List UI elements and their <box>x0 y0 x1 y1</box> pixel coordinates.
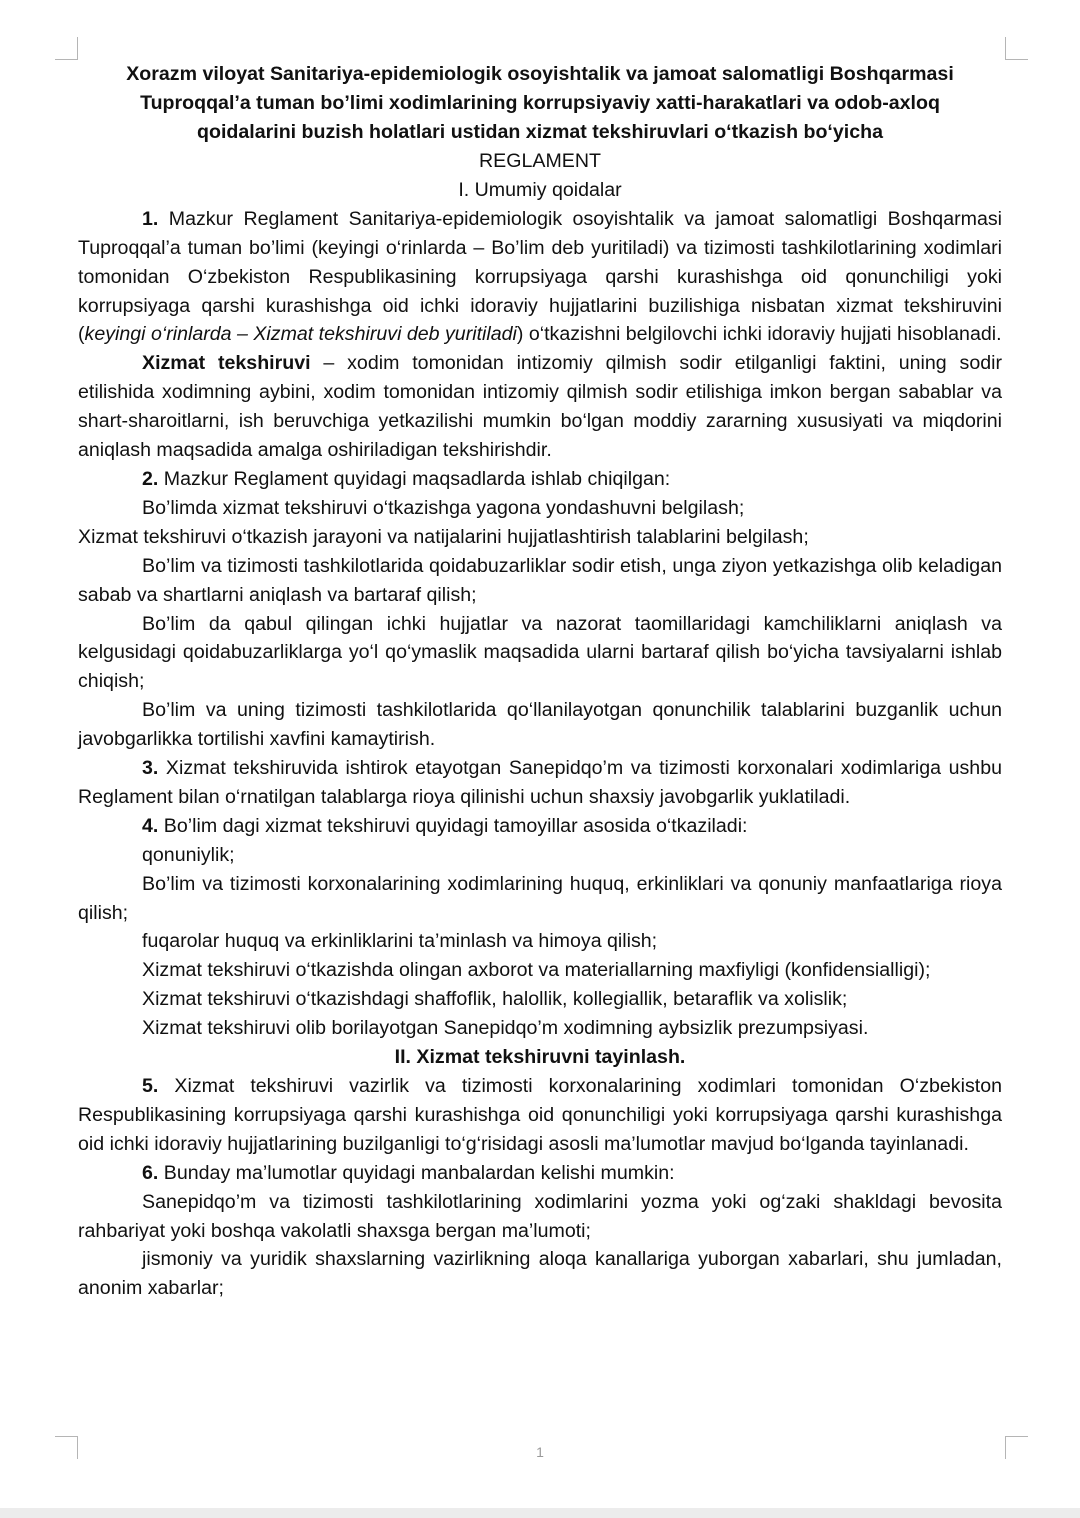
paragraph-number: 4. <box>142 814 159 837</box>
paragraph-text: Bo’lim dagi xizmat tekshiruvi quyidagi tamoyillar asosida o‘tkaziladi: <box>158 814 748 837</box>
document-body <box>78 60 1002 1303</box>
title-line-3: qoidalarini buzish holatlari ustidan xizmat tekshiruvlari o‘tkazish bo‘yicha <box>197 121 883 143</box>
paragraph-text-tail: ) o‘tkazishni belgilovchi ichki idoraviy hujjati hisoblanadi. <box>516 323 1002 346</box>
definition-text: – xodim tomonidan intizomiy qilmish sodir etilganligi faktini, uning sodir etilishida xodimning aybini, xodim tomonidan intizomiy qilmish sodir etilishiga imkon bergan sabablar va shart-sharoitlarni, ish beruvchiga yetkazilishi mumkin bo‘lgan moddiy zararning xususiyati va miqdorini aniqlash maqsadida amalga oshiriladigan tekshirishdir. <box>78 352 1002 462</box>
list-item: Xizmat tekshiruvi olib borilayotgan Sanepidqo’m xodimning aybsizlik prezumpsiyasi. <box>142 1017 869 1040</box>
paragraph-text: Bunday ma’lumotlar quyidagi manbalardan kelishi mumkin: <box>158 1161 675 1184</box>
paragraph-2 <box>78 465 1002 494</box>
list-item: Xizmat tekshiruvi o‘tkazishda olingan axborot va materiallarning maxfiyligi (konfidensialligi); <box>142 959 931 982</box>
paragraph-text: Mazkur Reglament quyidagi maqsadlarda ishlab chiqilgan: <box>158 467 671 490</box>
defined-term: Xizmat tekshiruvi <box>142 352 311 375</box>
list-item: Bo’lim va tizimosti tashkilotlarida qoidabuzarliklar sodir etish, unga ziyon yetkazishga olib keladigan sabab va shartlarni aniqlash va bartaraf qilish; <box>78 554 1002 606</box>
paragraph-number: 6. <box>142 1161 159 1184</box>
document-type: REGLAMENT <box>479 150 601 172</box>
corner-mark-top-left <box>55 37 78 60</box>
section-1-title: I. Umumiy qoidalar <box>458 178 622 201</box>
title-line-1: Xorazm viloyat Sanitariya-epidemiologik osoyishtalik va jamoat salomatligi Boshqarmasi <box>126 63 954 85</box>
paragraph-3 <box>78 754 1002 812</box>
list-item: Bo’lim va tizimosti korxonalarining xodimlarining huquq, erkinliklari va qonuniy manfaatlariga rioya qilish; <box>78 872 1002 924</box>
list-item: fuqarolar huquq va erkinliklarini ta’minlash va himoya qilish; <box>142 930 658 953</box>
paragraph-4 <box>78 812 1002 841</box>
paragraph-number: 1. <box>142 207 159 230</box>
list-item: Bo’lim va uning tizimosti tashkilotlarida qo‘llanilayotgan qonunchilik talablarini buzganlik uchun javobgarlikka tortilishi xavfini kamaytirish. <box>78 699 1002 751</box>
list-item: Xizmat tekshiruvi o‘tkazishdagi shaffoflik, halollik, kollegiallik, betaraflik va xolislik; <box>142 988 848 1011</box>
title-line-2: Tuproqqal’a tuman bo’limi xodimlarining korrupsiyaviy xatti-harakatlari va odob-axloq <box>140 92 940 114</box>
page-number: 1 <box>536 1444 544 1460</box>
paragraph-text: Mazkur Reglament Sanitariya-epidemiologik osoyishtalik va jamoat salomatligi Boshqarmasi Tuproqqal’a tuman bo’limi (keyingi o‘rinlarda – Bo’lim deb yuritiladi) va tizimosti tashkilotlarining xodimlari tomonidan O‘zbekiston Respublikasining korrupsiyaga qarshi kurashishga oid qonunchiligi yoki korrupsiyaga qarshi kurashishga oid ichki idoraviy hujjatlarini buzilishiga nisbatan xizmat tekshiruvini ( <box>78 207 1002 346</box>
paragraph-text: Xizmat tekshiruvi vazirlik va tizimosti korxonalarining xodimlari tomonidan O‘zbekiston Respublikasining korrupsiyaga qarshi kurashishga oid qonunchiligi yoki korrupsiyaga qarshi kurashishga oid ichki idoraviy hujjatlarining buzilganligi to‘g‘risidagi asosli ma’lumotlar mavjud bo‘lganda tayinlanadi. <box>78 1075 1002 1155</box>
list-item: qonuniylik; <box>142 843 235 866</box>
list-item: Bo’lim da qabul qilingan ichki hujjatlar va nazorat taomillaridagi kamchiliklarni aniqlash va kelgusidagi qoidabuzarliklarga yo‘l qo‘ymaslik maqsadida ularni bartaraf qilish bo‘yicha tavsiyalarni ishlab chiqish; <box>78 612 1002 693</box>
paragraph-5 <box>78 1072 1002 1159</box>
section-2-title: II. Xizmat tekshiruvni tayinlash. <box>394 1046 686 1069</box>
paragraph-1 <box>78 205 1002 350</box>
list-item: jismoniy va yuridik shaxslarning vazirlikning aloqa kanallariga yuborgan xabarlari, shu jumladan, anonim xabarlar; <box>78 1248 1002 1300</box>
paragraph-italic-text: keyingi o‘rinlarda – Xizmat tekshiruvi deb yuritiladi <box>84 323 517 346</box>
corner-mark-top-right <box>1005 37 1028 60</box>
paragraph-number: 3. <box>142 757 159 780</box>
list-item: Bo’limda xizmat tekshiruvi o‘tkazishga yagona yondashuvni belgilash; <box>142 496 745 519</box>
paragraph-text: Xizmat tekshiruvida ishtirok etayotgan Sanepidqo’m va tizimosti korxonalari xodimlariga ushbu Reglament bilan o‘rnatilgan talablarga rioya qilinishi uchun shaxsiy javobgarlik yuklatiladi. <box>78 757 1002 808</box>
viewer-background <box>0 1508 1080 1518</box>
definition-paragraph <box>78 349 1002 465</box>
paragraph-number: 2. <box>142 467 159 490</box>
paragraph-6 <box>78 1159 1002 1188</box>
list-item: Xizmat tekshiruvi o‘tkazish jarayoni va natijalarini hujjatlashtirish talablarini belgilash; <box>78 525 809 548</box>
paragraph-number: 5. <box>142 1075 159 1097</box>
list-item: Sanepidqo’m va tizimosti tashkilotlarining xodimlarini yozma yoki og‘zaki shakldagi bevosita rahbariyat yoki boshqa vakolatli shaxsga bergan ma’lumoti; <box>78 1190 1002 1242</box>
